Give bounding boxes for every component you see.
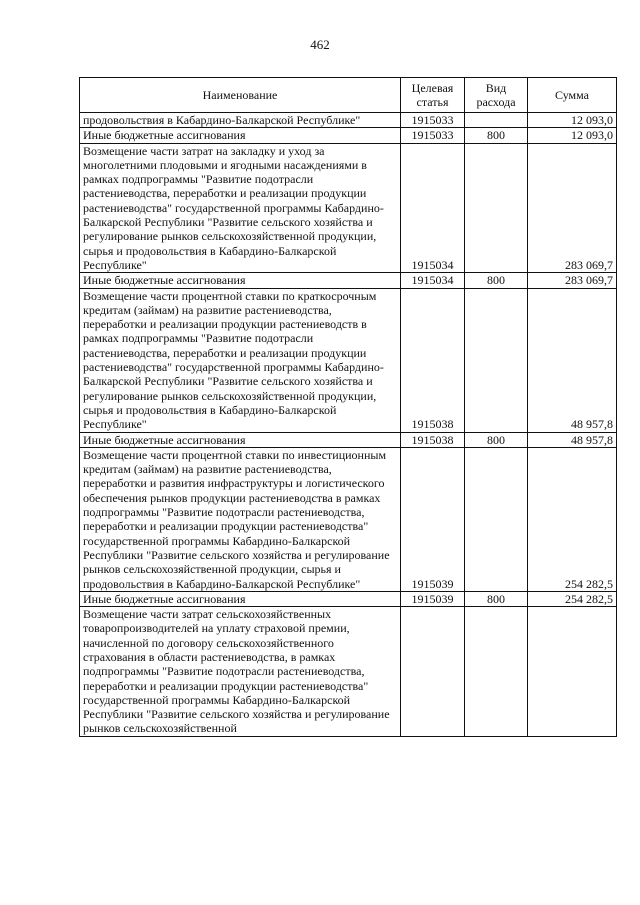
row-sum: 254 282,5 — [528, 447, 617, 591]
row-sum: 48 957,8 — [528, 432, 617, 447]
row-code: 1915034 — [401, 143, 465, 273]
table-row — [80, 273, 617, 288]
row-code: 1915034 — [401, 273, 465, 288]
table-row — [80, 288, 617, 432]
table-header-row — [80, 78, 617, 113]
row-sum: 12 093,0 — [528, 113, 617, 128]
table-row — [80, 128, 617, 143]
table-row — [80, 432, 617, 447]
table-row — [80, 113, 617, 128]
row-vid: 800 — [465, 273, 528, 288]
table-row — [80, 447, 617, 591]
row-vid: 800 — [465, 591, 528, 606]
row-code: 1915039 — [401, 591, 465, 606]
table-row — [80, 607, 617, 737]
header-name: Наименование — [80, 78, 401, 113]
row-name: Возмещение части затрат на закладку и уход за многолетними плодовыми и ягодными насаждениями в рамках подпрограммы "Развитие подотрасли растениеводства, переработки и реализации продукции растениеводства" государственной программы Кабардино-Балкарской Республики "Развитие сельского хозяйства и регулирование рынков сельскохозяйственной продукции, сырья и продовольствия в Кабардино-Балкарской Республике" — [80, 143, 401, 273]
row-vid — [465, 143, 528, 273]
row-vid — [465, 288, 528, 432]
row-name: Иные бюджетные ассигнования — [80, 128, 401, 143]
row-vid: 800 — [465, 128, 528, 143]
table-row — [80, 143, 617, 273]
header-vid: Вид расхода — [465, 78, 528, 113]
header-code: Целевая статья — [401, 78, 465, 113]
page-number: 462 — [310, 37, 330, 52]
row-name: Иные бюджетные ассигнования — [80, 273, 401, 288]
budget-table — [79, 77, 617, 737]
row-sum: 48 957,8 — [528, 288, 617, 432]
row-name: Возмещение части затрат сельскохозяйственных товаропроизводителей на уплату страховой премии, начисленной по договору сельскохозяйственного страхования в области растениеводства, в рамках подпрограммы "Развитие подотрасли растениеводства, переработки и реализации продукции растениеводства" государственной программы Кабардино-Балкарской Республики "Развитие сельского хозяйства и регулирование рынков сельскохозяйственной — [80, 607, 401, 737]
row-sum: 283 069,7 — [528, 273, 617, 288]
row-code: 1915033 — [401, 128, 465, 143]
row-code: 1915038 — [401, 288, 465, 432]
row-vid — [465, 607, 528, 737]
row-code — [401, 607, 465, 737]
row-name: Возмещение части процентной ставки по инвестиционным кредитам (займам) на развитие растениеводства, переработки и развития инфраструктуры и логистического обеспечения рынков продукции растениеводства в рамках подпрограммы "Развитие подотрасли растениеводства, переработки и реализации продукции растениеводства" государственной программы Кабардино-Балкарской Республики "Развитие сельского хозяйства и регулирование рынков сельскохозяйственной продукции, сырья и продовольствия в Кабардино-Балкарской Республике" — [80, 447, 401, 591]
row-code: 1915038 — [401, 432, 465, 447]
row-code: 1915033 — [401, 113, 465, 128]
row-name: продовольствия в Кабардино-Балкарской Республике" — [80, 113, 401, 128]
table-row — [80, 591, 617, 606]
row-vid — [465, 113, 528, 128]
header-sum: Сумма — [528, 78, 617, 113]
row-sum: 12 093,0 — [528, 128, 617, 143]
row-sum: 283 069,7 — [528, 143, 617, 273]
row-vid: 800 — [465, 432, 528, 447]
row-name: Иные бюджетные ассигнования — [80, 591, 401, 606]
row-vid — [465, 447, 528, 591]
row-name: Иные бюджетные ассигнования — [80, 432, 401, 447]
row-sum — [528, 607, 617, 737]
row-sum: 254 282,5 — [528, 591, 617, 606]
row-name: Возмещение части процентной ставки по краткосрочным кредитам (займам) на развитие растениеводства, переработки и реализации продукции растениеводств в рамках подпрограммы "Развитие подотрасли растениеводства, переработки и реализации продукции растениеводства" государственной программы Кабардино-Балкарской Республики "Развитие сельского хозяйства и регулирование рынков сельскохозяйственной продукции, сырья и продовольствия в Кабардино-Балкарской Республике" — [80, 288, 401, 432]
row-code: 1915039 — [401, 447, 465, 591]
